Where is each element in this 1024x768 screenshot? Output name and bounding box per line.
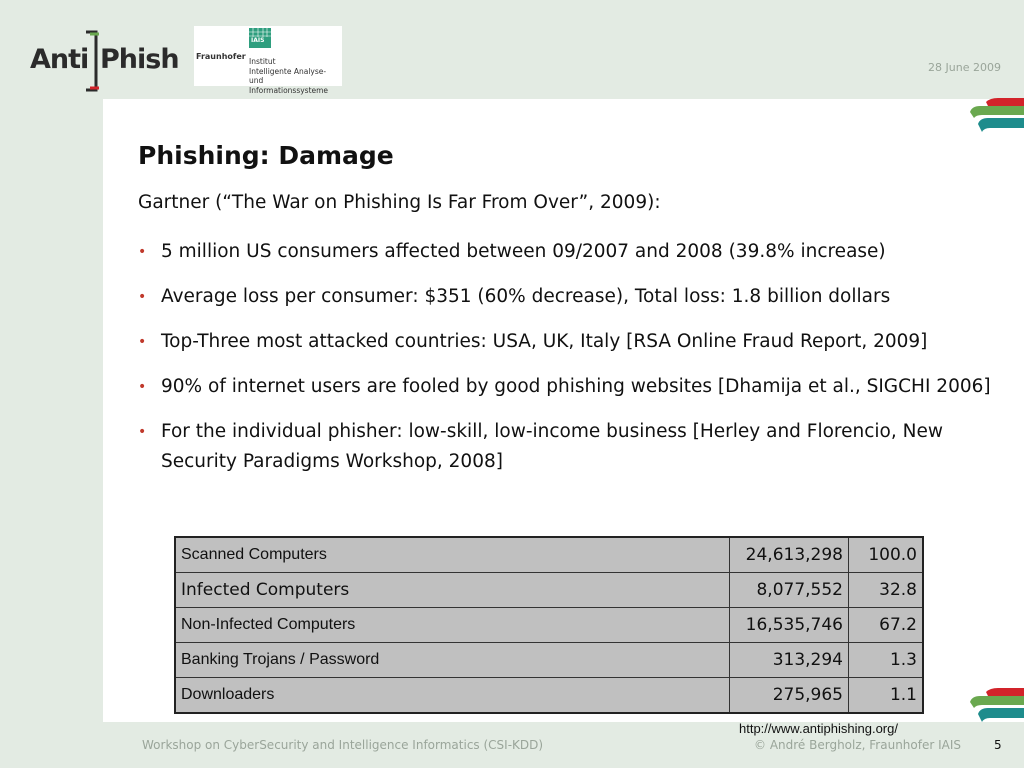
- row-count: 24,613,298: [730, 537, 849, 573]
- row-label: Infected Computers: [175, 573, 730, 608]
- bullet-item: [138, 372, 1018, 402]
- institute-line: Informationssysteme: [249, 85, 329, 95]
- infection-stats-table: [174, 536, 924, 714]
- fraunhofer-logo: [194, 26, 342, 95]
- bullet-text: Average loss per consumer: $351 (60% decrease), Total loss: 1.8 billion dollars: [161, 286, 891, 307]
- row-count: 313,294: [730, 643, 849, 678]
- bullet-text: 90% of internet users are fooled by good phishing websites [Dhamija et al., SIGCHI 2006]: [161, 376, 991, 397]
- logo-bracket-icon: [84, 30, 100, 92]
- row-count: 8,077,552: [730, 573, 849, 608]
- bullet-icon: •: [138, 244, 147, 260]
- fraunhofer-brand: Fraunhofer: [196, 52, 246, 61]
- slide-intro: Gartner (“The War on Phishing Is Far From Over”, 2009):: [138, 192, 661, 213]
- table-row: [175, 537, 923, 573]
- slide-title: Phishing: Damage: [138, 141, 394, 170]
- row-percent: 32.8: [849, 573, 924, 608]
- bullet-text: Top-Three most attacked countries: USA, UK, Italy [RSA Online Fraud Report, 2009]: [161, 331, 928, 352]
- row-count: 275,965: [730, 678, 849, 714]
- antiphish-logo: [30, 30, 179, 92]
- row-percent: 1.1: [849, 678, 924, 714]
- row-percent: 67.2: [849, 608, 924, 643]
- bullet-item: [138, 327, 1018, 357]
- row-label: Non-Infected Computers: [175, 608, 730, 643]
- row-label: Scanned Computers: [175, 537, 730, 573]
- bullet-icon: •: [138, 424, 147, 440]
- table-row: [175, 573, 923, 608]
- table-row: [175, 678, 923, 714]
- row-count: 16,535,746: [730, 608, 849, 643]
- institute-line: Institut: [249, 57, 276, 66]
- bullet-list: [138, 237, 1018, 492]
- bullet-item: [138, 237, 1018, 267]
- institute-line: Intelligente Analyse- und: [249, 66, 327, 85]
- row-percent: 100.0: [849, 537, 924, 573]
- fraunhofer-badge: IAIS: [251, 37, 265, 44]
- logo-text-anti: Anti: [30, 44, 89, 75]
- decorative-stripes-bottom-icon: [968, 686, 1024, 726]
- row-percent: 1.3: [849, 643, 924, 678]
- source-url-link[interactable]: http://www.antiphishing.org/: [739, 721, 898, 736]
- footer-workshop: Workshop on CyberSecurity and Intelligence Informatics (CSI-KDD): [142, 738, 544, 752]
- bullet-item: [138, 282, 1018, 312]
- table-row: [175, 643, 923, 678]
- logo-text-phish: Phish: [100, 44, 179, 75]
- row-label: Downloaders: [175, 678, 730, 714]
- fraunhofer-institute-name: [249, 57, 341, 95]
- slide-date: 28 June 2009: [928, 61, 1001, 74]
- decorative-stripes-top-icon: [968, 96, 1024, 136]
- footer-author: © André Bergholz, Fraunhofer IAIS: [754, 738, 962, 752]
- table-row: [175, 608, 923, 643]
- bullet-icon: •: [138, 379, 147, 395]
- bullet-icon: •: [138, 334, 147, 350]
- page-number: 5: [994, 738, 1002, 752]
- bullet-item: [138, 417, 1018, 477]
- bullet-icon: •: [138, 289, 147, 305]
- row-label: Banking Trojans / Password: [175, 643, 730, 678]
- bullet-text: 5 million US consumers affected between 09/2007 and 2008 (39.8% increase): [161, 241, 886, 262]
- bullet-text: For the individual phisher: low-skill, low-income business [Herley and Florencio, New Security Paradigms Workshop, 2008]: [161, 421, 943, 472]
